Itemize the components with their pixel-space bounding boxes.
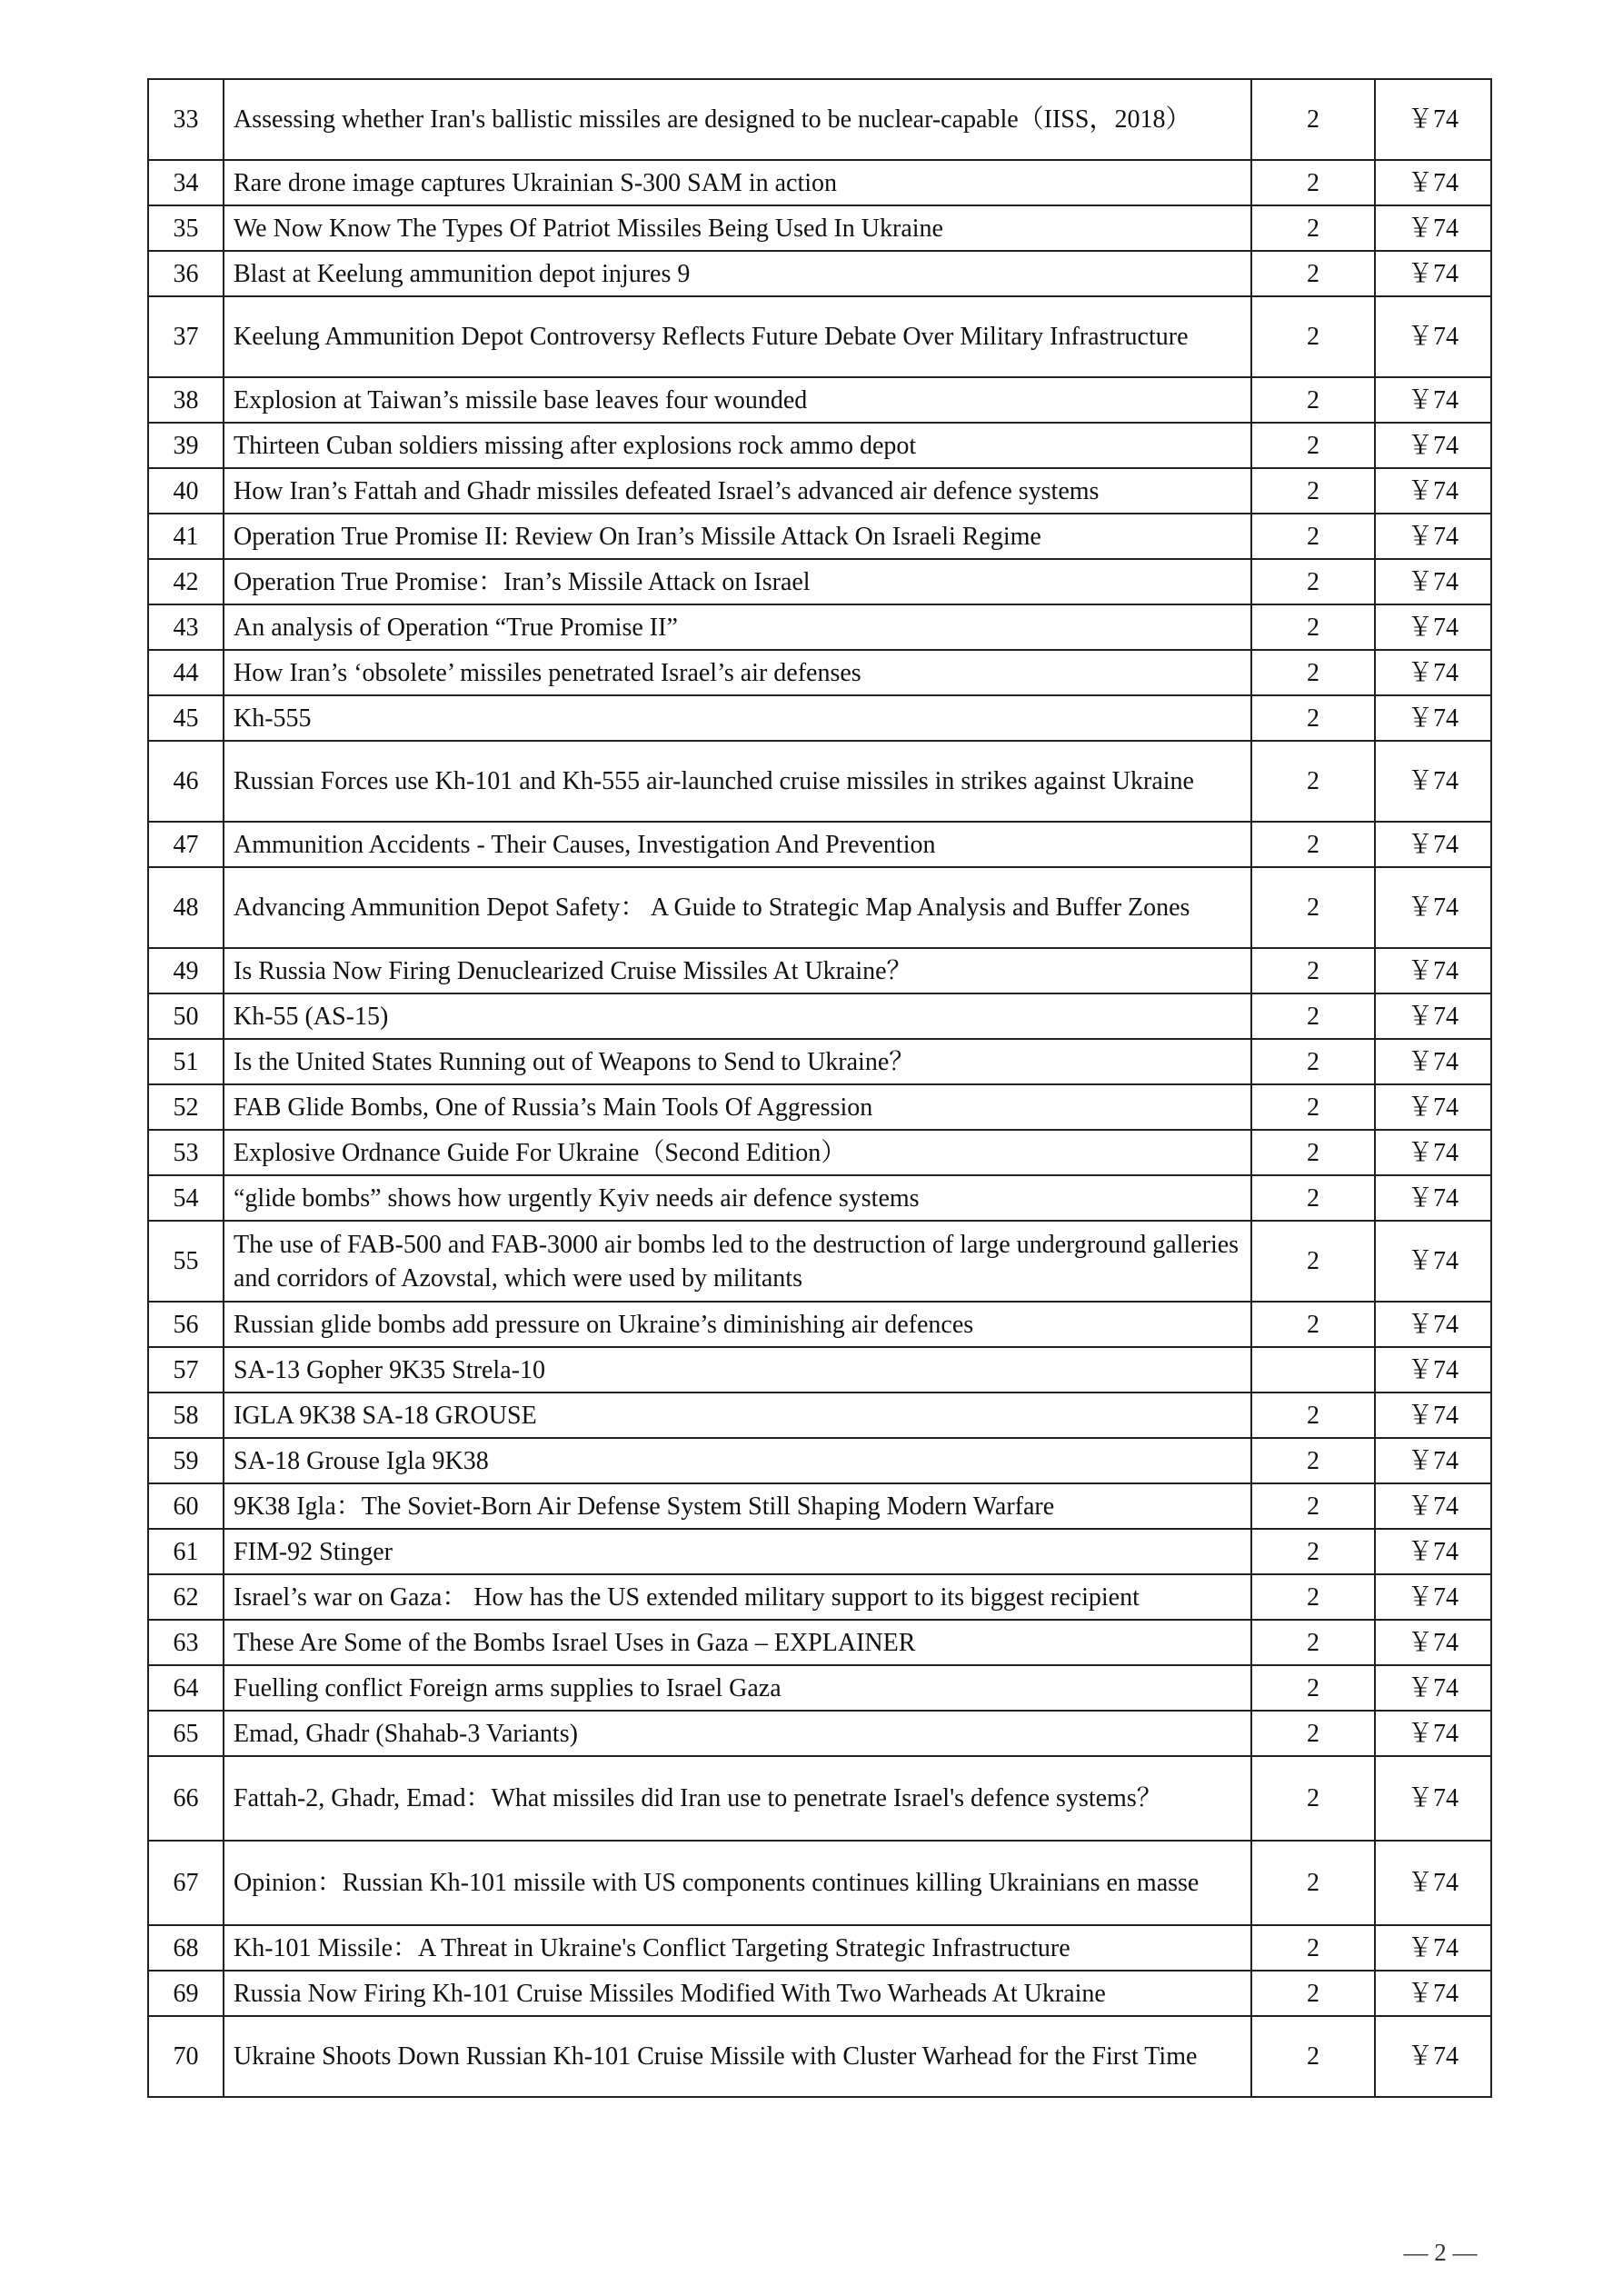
row-price: ￥74 bbox=[1375, 1711, 1491, 1756]
row-title: Blast at Keelung ammunition depot injures 9 bbox=[224, 251, 1251, 296]
row-number: 35 bbox=[148, 205, 224, 251]
row-title: Operation True Promise II: Review On Iran’s Missile Attack On Israeli Regime bbox=[224, 514, 1251, 559]
row-price: ￥74 bbox=[1375, 1665, 1491, 1711]
row-price: ￥74 bbox=[1375, 296, 1491, 377]
row-number: 39 bbox=[148, 423, 224, 468]
row-title: “glide bombs” shows how urgently Kyiv needs air defence systems bbox=[224, 1175, 1251, 1221]
row-number: 58 bbox=[148, 1393, 224, 1438]
row-price: ￥74 bbox=[1375, 377, 1491, 423]
row-price: ￥74 bbox=[1375, 1971, 1491, 2016]
row-title: Ammunition Accidents - Their Causes, Investigation And Prevention bbox=[224, 822, 1251, 867]
table-row bbox=[148, 948, 1491, 993]
row-quantity: 2 bbox=[1251, 1483, 1375, 1529]
row-quantity: 2 bbox=[1251, 1438, 1375, 1483]
table-row bbox=[148, 695, 1491, 741]
row-number: 49 bbox=[148, 948, 224, 993]
row-number: 53 bbox=[148, 1130, 224, 1175]
table-row bbox=[148, 514, 1491, 559]
row-title: 9K38 Igla：The Soviet-Born Air Defense System Still Shaping Modern Warfare bbox=[224, 1483, 1251, 1529]
row-title: Ukraine Shoots Down Russian Kh-101 Cruise Missile with Cluster Warhead for the First Time bbox=[224, 2016, 1251, 2097]
row-number: 61 bbox=[148, 1529, 224, 1574]
row-quantity: 2 bbox=[1251, 79, 1375, 160]
row-price: ￥74 bbox=[1375, 1483, 1491, 1529]
row-title: Rare drone image captures Ukrainian S-300 SAM in action bbox=[224, 160, 1251, 205]
row-number: 45 bbox=[148, 695, 224, 741]
row-quantity: 2 bbox=[1251, 423, 1375, 468]
row-number: 65 bbox=[148, 1711, 224, 1756]
row-price: ￥74 bbox=[1375, 741, 1491, 822]
table-row bbox=[148, 1841, 1491, 1925]
row-price: ￥74 bbox=[1375, 1302, 1491, 1347]
row-title: The use of FAB-500 and FAB-3000 air bombs led to the destruction of large underground galleries and corridors of Azovstal, which were used by militants bbox=[224, 1221, 1251, 1302]
table-row bbox=[148, 1529, 1491, 1574]
row-price: ￥74 bbox=[1375, 79, 1491, 160]
table-row bbox=[148, 559, 1491, 604]
row-title: Kh-101 Missile：A Threat in Ukraine's Conflict Targeting Strategic Infrastructure bbox=[224, 1925, 1251, 1971]
row-price: ￥74 bbox=[1375, 423, 1491, 468]
row-title: Assessing whether Iran's ballistic missiles are designed to be nuclear-capable（IISS，2018） bbox=[224, 79, 1251, 160]
row-quantity: 2 bbox=[1251, 559, 1375, 604]
table-row bbox=[148, 1971, 1491, 2016]
table-row bbox=[148, 160, 1491, 205]
table-row bbox=[148, 1393, 1491, 1438]
row-title: Thirteen Cuban soldiers missing after explosions rock ammo depot bbox=[224, 423, 1251, 468]
row-price: ￥74 bbox=[1375, 604, 1491, 650]
row-title: Advancing Ammunition Depot Safety： A Guide to Strategic Map Analysis and Buffer Zones bbox=[224, 867, 1251, 948]
row-number: 43 bbox=[148, 604, 224, 650]
table-row bbox=[148, 2016, 1491, 2097]
row-quantity: 2 bbox=[1251, 1529, 1375, 1574]
row-price: ￥74 bbox=[1375, 160, 1491, 205]
table-row bbox=[148, 79, 1491, 160]
row-quantity: 2 bbox=[1251, 1084, 1375, 1130]
row-quantity: 2 bbox=[1251, 1130, 1375, 1175]
row-title: These Are Some of the Bombs Israel Uses in Gaza – EXPLAINER bbox=[224, 1620, 1251, 1665]
row-title: An analysis of Operation “True Promise II” bbox=[224, 604, 1251, 650]
row-number: 55 bbox=[148, 1221, 224, 1302]
row-number: 68 bbox=[148, 1925, 224, 1971]
row-quantity: 2 bbox=[1251, 296, 1375, 377]
row-number: 69 bbox=[148, 1971, 224, 2016]
row-number: 37 bbox=[148, 296, 224, 377]
row-price: ￥74 bbox=[1375, 1393, 1491, 1438]
row-quantity: 2 bbox=[1251, 650, 1375, 695]
row-price: ￥74 bbox=[1375, 1756, 1491, 1841]
table-row bbox=[148, 1438, 1491, 1483]
table-row bbox=[148, 468, 1491, 514]
table-row bbox=[148, 1925, 1491, 1971]
row-quantity: 2 bbox=[1251, 948, 1375, 993]
table-row bbox=[148, 1039, 1491, 1084]
row-number: 64 bbox=[148, 1665, 224, 1711]
row-number: 57 bbox=[148, 1347, 224, 1393]
row-price: ￥74 bbox=[1375, 1221, 1491, 1302]
row-price: ￥74 bbox=[1375, 1084, 1491, 1130]
row-title: Is Russia Now Firing Denuclearized Cruise Missiles At Ukraine？ bbox=[224, 948, 1251, 993]
row-price: ￥74 bbox=[1375, 251, 1491, 296]
row-quantity: 2 bbox=[1251, 1841, 1375, 1925]
table-row bbox=[148, 1130, 1491, 1175]
table-row bbox=[148, 377, 1491, 423]
row-title: Opinion：Russian Kh-101 missile with US components continues killing Ukrainians en masse bbox=[224, 1841, 1251, 1925]
row-title: Russia Now Firing Kh-101 Cruise Missiles Modified With Two Warheads At Ukraine bbox=[224, 1971, 1251, 2016]
table-row bbox=[148, 205, 1491, 251]
row-title: Keelung Ammunition Depot Controversy Reflects Future Debate Over Military Infrastructure bbox=[224, 296, 1251, 377]
row-number: 52 bbox=[148, 1084, 224, 1130]
page-number: — 2 — bbox=[1403, 2239, 1478, 2266]
row-number: 42 bbox=[148, 559, 224, 604]
row-quantity: 2 bbox=[1251, 1221, 1375, 1302]
row-price: ￥74 bbox=[1375, 1130, 1491, 1175]
row-price: ￥74 bbox=[1375, 514, 1491, 559]
row-quantity: 2 bbox=[1251, 205, 1375, 251]
row-title: Israel’s war on Gaza： How has the US extended military support to its biggest recipient bbox=[224, 1574, 1251, 1620]
row-title: FAB Glide Bombs, One of Russia’s Main Tools Of Aggression bbox=[224, 1084, 1251, 1130]
row-quantity: 2 bbox=[1251, 1574, 1375, 1620]
row-quantity: 2 bbox=[1251, 1302, 1375, 1347]
table-row bbox=[148, 604, 1491, 650]
row-price: ￥74 bbox=[1375, 948, 1491, 993]
row-number: 46 bbox=[148, 741, 224, 822]
table-row bbox=[148, 1574, 1491, 1620]
row-title: Is the United States Running out of Weapons to Send to Ukraine？ bbox=[224, 1039, 1251, 1084]
row-quantity: 2 bbox=[1251, 993, 1375, 1039]
row-price: ￥74 bbox=[1375, 2016, 1491, 2097]
table-row bbox=[148, 251, 1491, 296]
row-title: Kh-555 bbox=[224, 695, 1251, 741]
row-price: ￥74 bbox=[1375, 468, 1491, 514]
row-number: 66 bbox=[148, 1756, 224, 1841]
row-quantity: 2 bbox=[1251, 1393, 1375, 1438]
row-title: IGLA 9K38 SA-18 GROUSE bbox=[224, 1393, 1251, 1438]
row-quantity: 2 bbox=[1251, 1175, 1375, 1221]
row-number: 50 bbox=[148, 993, 224, 1039]
row-number: 38 bbox=[148, 377, 224, 423]
row-price: ￥74 bbox=[1375, 559, 1491, 604]
table-row bbox=[148, 650, 1491, 695]
table-row bbox=[148, 1665, 1491, 1711]
row-quantity: 2 bbox=[1251, 251, 1375, 296]
row-number: 48 bbox=[148, 867, 224, 948]
row-quantity: 2 bbox=[1251, 1971, 1375, 2016]
row-title: SA-13 Gopher 9K35 Strela-10 bbox=[224, 1347, 1251, 1393]
row-title: Explosion at Taiwan’s missile base leaves four wounded bbox=[224, 377, 1251, 423]
row-number: 62 bbox=[148, 1574, 224, 1620]
row-title: Russian glide bombs add pressure on Ukraine’s diminishing air defences bbox=[224, 1302, 1251, 1347]
row-price: ￥74 bbox=[1375, 822, 1491, 867]
row-quantity: 2 bbox=[1251, 1620, 1375, 1665]
row-title: Russian Forces use Kh-101 and Kh-555 air-launched cruise missiles in strikes against Ukraine bbox=[224, 741, 1251, 822]
row-number: 59 bbox=[148, 1438, 224, 1483]
table-row bbox=[148, 1221, 1491, 1302]
row-title: Kh-55 (AS-15) bbox=[224, 993, 1251, 1039]
table-row bbox=[148, 1483, 1491, 1529]
row-title: Operation True Promise：Iran’s Missile Attack on Israel bbox=[224, 559, 1251, 604]
row-title: Fattah-2, Ghadr, Emad：What missiles did Iran use to penetrate Israel's defence systems？ bbox=[224, 1756, 1251, 1841]
row-quantity: 2 bbox=[1251, 377, 1375, 423]
row-price: ￥74 bbox=[1375, 1438, 1491, 1483]
row-number: 51 bbox=[148, 1039, 224, 1084]
row-quantity: 2 bbox=[1251, 514, 1375, 559]
row-quantity: 2 bbox=[1251, 822, 1375, 867]
row-price: ￥74 bbox=[1375, 1039, 1491, 1084]
row-title: Fuelling conflict Foreign arms supplies to Israel Gaza bbox=[224, 1665, 1251, 1711]
row-number: 67 bbox=[148, 1841, 224, 1925]
row-quantity: 2 bbox=[1251, 867, 1375, 948]
row-number: 41 bbox=[148, 514, 224, 559]
table-row bbox=[148, 1175, 1491, 1221]
row-price: ￥74 bbox=[1375, 1175, 1491, 1221]
row-quantity: 2 bbox=[1251, 1039, 1375, 1084]
row-quantity: 2 bbox=[1251, 1756, 1375, 1841]
row-number: 54 bbox=[148, 1175, 224, 1221]
row-quantity: 2 bbox=[1251, 1665, 1375, 1711]
row-quantity: 2 bbox=[1251, 695, 1375, 741]
row-number: 34 bbox=[148, 160, 224, 205]
table-row bbox=[148, 1756, 1491, 1841]
row-number: 47 bbox=[148, 822, 224, 867]
table-row bbox=[148, 1711, 1491, 1756]
document-table bbox=[147, 78, 1492, 2098]
table-row bbox=[148, 1347, 1491, 1393]
row-quantity: 2 bbox=[1251, 741, 1375, 822]
row-price: ￥74 bbox=[1375, 1529, 1491, 1574]
table-row bbox=[148, 867, 1491, 948]
row-quantity: 2 bbox=[1251, 160, 1375, 205]
table-row bbox=[148, 993, 1491, 1039]
row-quantity: 2 bbox=[1251, 468, 1375, 514]
row-title: How Iran’s ‘obsolete’ missiles penetrated Israel’s air defenses bbox=[224, 650, 1251, 695]
row-number: 44 bbox=[148, 650, 224, 695]
row-price: ￥74 bbox=[1375, 650, 1491, 695]
row-price: ￥74 bbox=[1375, 1841, 1491, 1925]
table-row bbox=[148, 741, 1491, 822]
row-quantity: 2 bbox=[1251, 1925, 1375, 1971]
row-price: ￥74 bbox=[1375, 867, 1491, 948]
row-title: FIM-92 Stinger bbox=[224, 1529, 1251, 1574]
table-row bbox=[148, 296, 1491, 377]
row-quantity: 2 bbox=[1251, 604, 1375, 650]
table-row bbox=[148, 1302, 1491, 1347]
row-number: 40 bbox=[148, 468, 224, 514]
row-price: ￥74 bbox=[1375, 1925, 1491, 1971]
row-title: How Iran’s Fattah and Ghadr missiles defeated Israel’s advanced air defence systems bbox=[224, 468, 1251, 514]
row-price: ￥74 bbox=[1375, 1347, 1491, 1393]
row-quantity: 2 bbox=[1251, 1711, 1375, 1756]
table-row bbox=[148, 822, 1491, 867]
row-number: 63 bbox=[148, 1620, 224, 1665]
row-number: 33 bbox=[148, 79, 224, 160]
table-row bbox=[148, 423, 1491, 468]
row-price: ￥74 bbox=[1375, 993, 1491, 1039]
row-price: ￥74 bbox=[1375, 695, 1491, 741]
row-number: 60 bbox=[148, 1483, 224, 1529]
row-number: 70 bbox=[148, 2016, 224, 2097]
row-title: Emad, Ghadr (Shahab-3 Variants) bbox=[224, 1711, 1251, 1756]
row-price: ￥74 bbox=[1375, 205, 1491, 251]
row-price: ￥74 bbox=[1375, 1620, 1491, 1665]
row-price: ￥74 bbox=[1375, 1574, 1491, 1620]
row-title: SA-18 Grouse Igla 9K38 bbox=[224, 1438, 1251, 1483]
table-row bbox=[148, 1620, 1491, 1665]
row-title: Explosive Ordnance Guide For Ukraine（Second Edition） bbox=[224, 1130, 1251, 1175]
row-number: 36 bbox=[148, 251, 224, 296]
row-quantity: 2 bbox=[1251, 2016, 1375, 2097]
row-title: We Now Know The Types Of Patriot Missiles Being Used In Ukraine bbox=[224, 205, 1251, 251]
table-row bbox=[148, 1084, 1491, 1130]
row-quantity bbox=[1251, 1347, 1375, 1393]
row-number: 56 bbox=[148, 1302, 224, 1347]
